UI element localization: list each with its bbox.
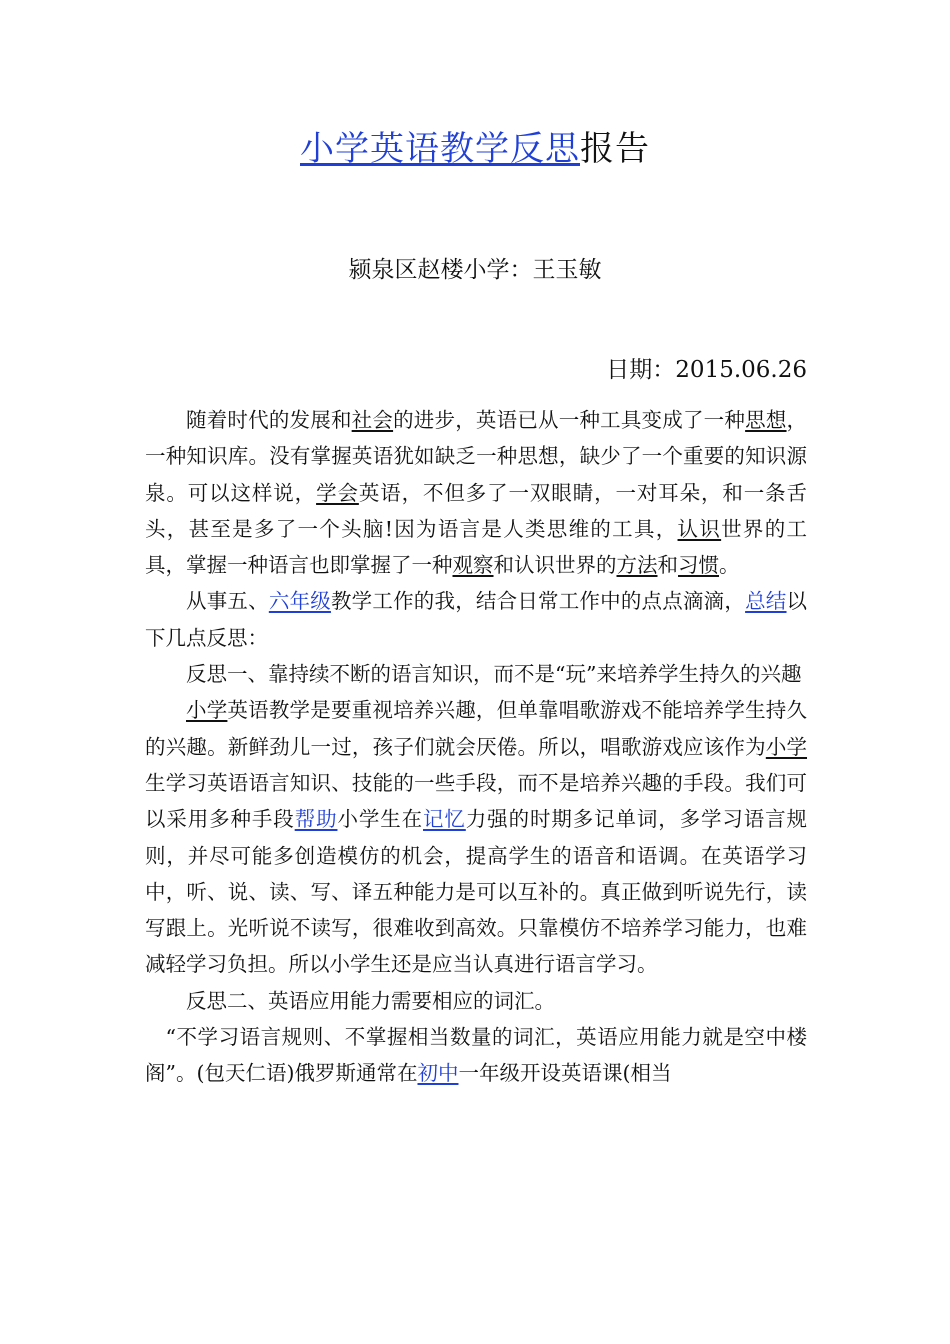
underlined-term-renshi: 认识 (677, 516, 722, 541)
link-jiyi[interactable]: 记忆 (423, 807, 466, 832)
text-run: 的进步，英语已从一种工具变成了一种 (393, 408, 746, 432)
underlined-term-xuehui: 学会 (316, 480, 359, 505)
text-run: 从事五、 (186, 589, 269, 614)
title-suffix: 报告 (580, 129, 650, 169)
underlined-term-guancha: 观察 (452, 553, 494, 578)
text-run: 小学生在 (337, 807, 424, 832)
document-body (145, 402, 807, 1092)
link-zongjie[interactable]: 总结 (745, 589, 787, 614)
text-run: 。 (719, 553, 740, 578)
text-run: ，一种知识库。没有掌握英语犹如缺乏一种思想，缺少了一个重要的知识源泉。可以这样说， (145, 408, 808, 505)
underlined-term-xiaoxue: 小学 (765, 734, 808, 759)
paragraph-1 (145, 402, 807, 583)
underlined-term-xiaoxue: 小学 (186, 698, 228, 723)
paragraph-4 (145, 692, 807, 982)
link-bangzhu[interactable]: 帮助 (294, 807, 338, 832)
date-line: 日期：2015.06.26 (606, 357, 807, 383)
text-run: 以下几点反思： (145, 589, 808, 650)
text-run: 反思二、英语应用能力需要相应的词汇。 (186, 988, 555, 1013)
text-run: “不学习语言规则、不掌握相当数量的词汇，英语应用能力就是空中楼阁”。(包天仁语)俄罗斯通常在 (145, 1025, 807, 1086)
text-run: 一年级开设英语课(相当 (458, 1061, 672, 1086)
underlined-term-shehui: 社会 (351, 408, 394, 432)
text-run: 力强的时期多记单词，多学习语言规则，并尽可能多创造模仿的机会，提高学生的语音和语调。在英语学习中，听、说、读、写、译五种能力是可以互补的。真正做到听说先行，读写跟上。光听说不读写，很难收到高效。只靠模仿不培养学习能力，也难减轻学习负担。所以小学生还是应当认真进行语言学习。 (145, 807, 808, 977)
paragraph-6 (145, 1019, 807, 1092)
author-line: 颍泉区赵楼小学：王玉敏 (348, 257, 602, 283)
text-run: 随着时代的发展和 (186, 408, 352, 432)
title-link[interactable]: 小学英语教学反思 (300, 129, 580, 169)
text-run: 英语，不但多了一双眼睛，一对耳朵，和一条舌头，甚至是多了一个头脑!因为语言是人类思维的工具， (145, 480, 808, 541)
underlined-term-xiguan: 习惯 (678, 553, 719, 578)
paragraph-5-heading (145, 983, 807, 1019)
text-run: 英语教学是要重视培养兴趣，但单靠唱歌游戏不能培养学生持久的兴趣。新鲜劲儿一过，孩子们就会厌倦。所以，唱歌游戏应该作为 (145, 698, 808, 759)
text-run: 世界的工具，掌握一种语言也即掌握了一种 (145, 516, 808, 578)
text-run: 教学工作的我，结合日常工作中的点点滴滴， (330, 589, 746, 614)
underlined-term-fangfa: 方法 (616, 553, 658, 578)
paragraph-2 (145, 583, 807, 656)
underlined-term-sixiang: 思想 (745, 408, 787, 432)
text-run: 反思一、靠持续不断的语言知识，而不是“玩”来培养学生持久的兴趣 (186, 662, 802, 687)
link-liunianji[interactable]: 六年级 (268, 589, 331, 614)
text-run: 生学习英语语言知识、技能的一些手段，而不是培养兴趣的手段。我们可以采用多种手段 (145, 770, 807, 832)
text-run: 和认识世界的 (493, 553, 617, 578)
link-chuzhong[interactable]: 初中 (417, 1061, 459, 1086)
text-run: 和 (657, 553, 678, 578)
paragraph-3-heading (145, 656, 807, 692)
document-title (0, 124, 950, 174)
